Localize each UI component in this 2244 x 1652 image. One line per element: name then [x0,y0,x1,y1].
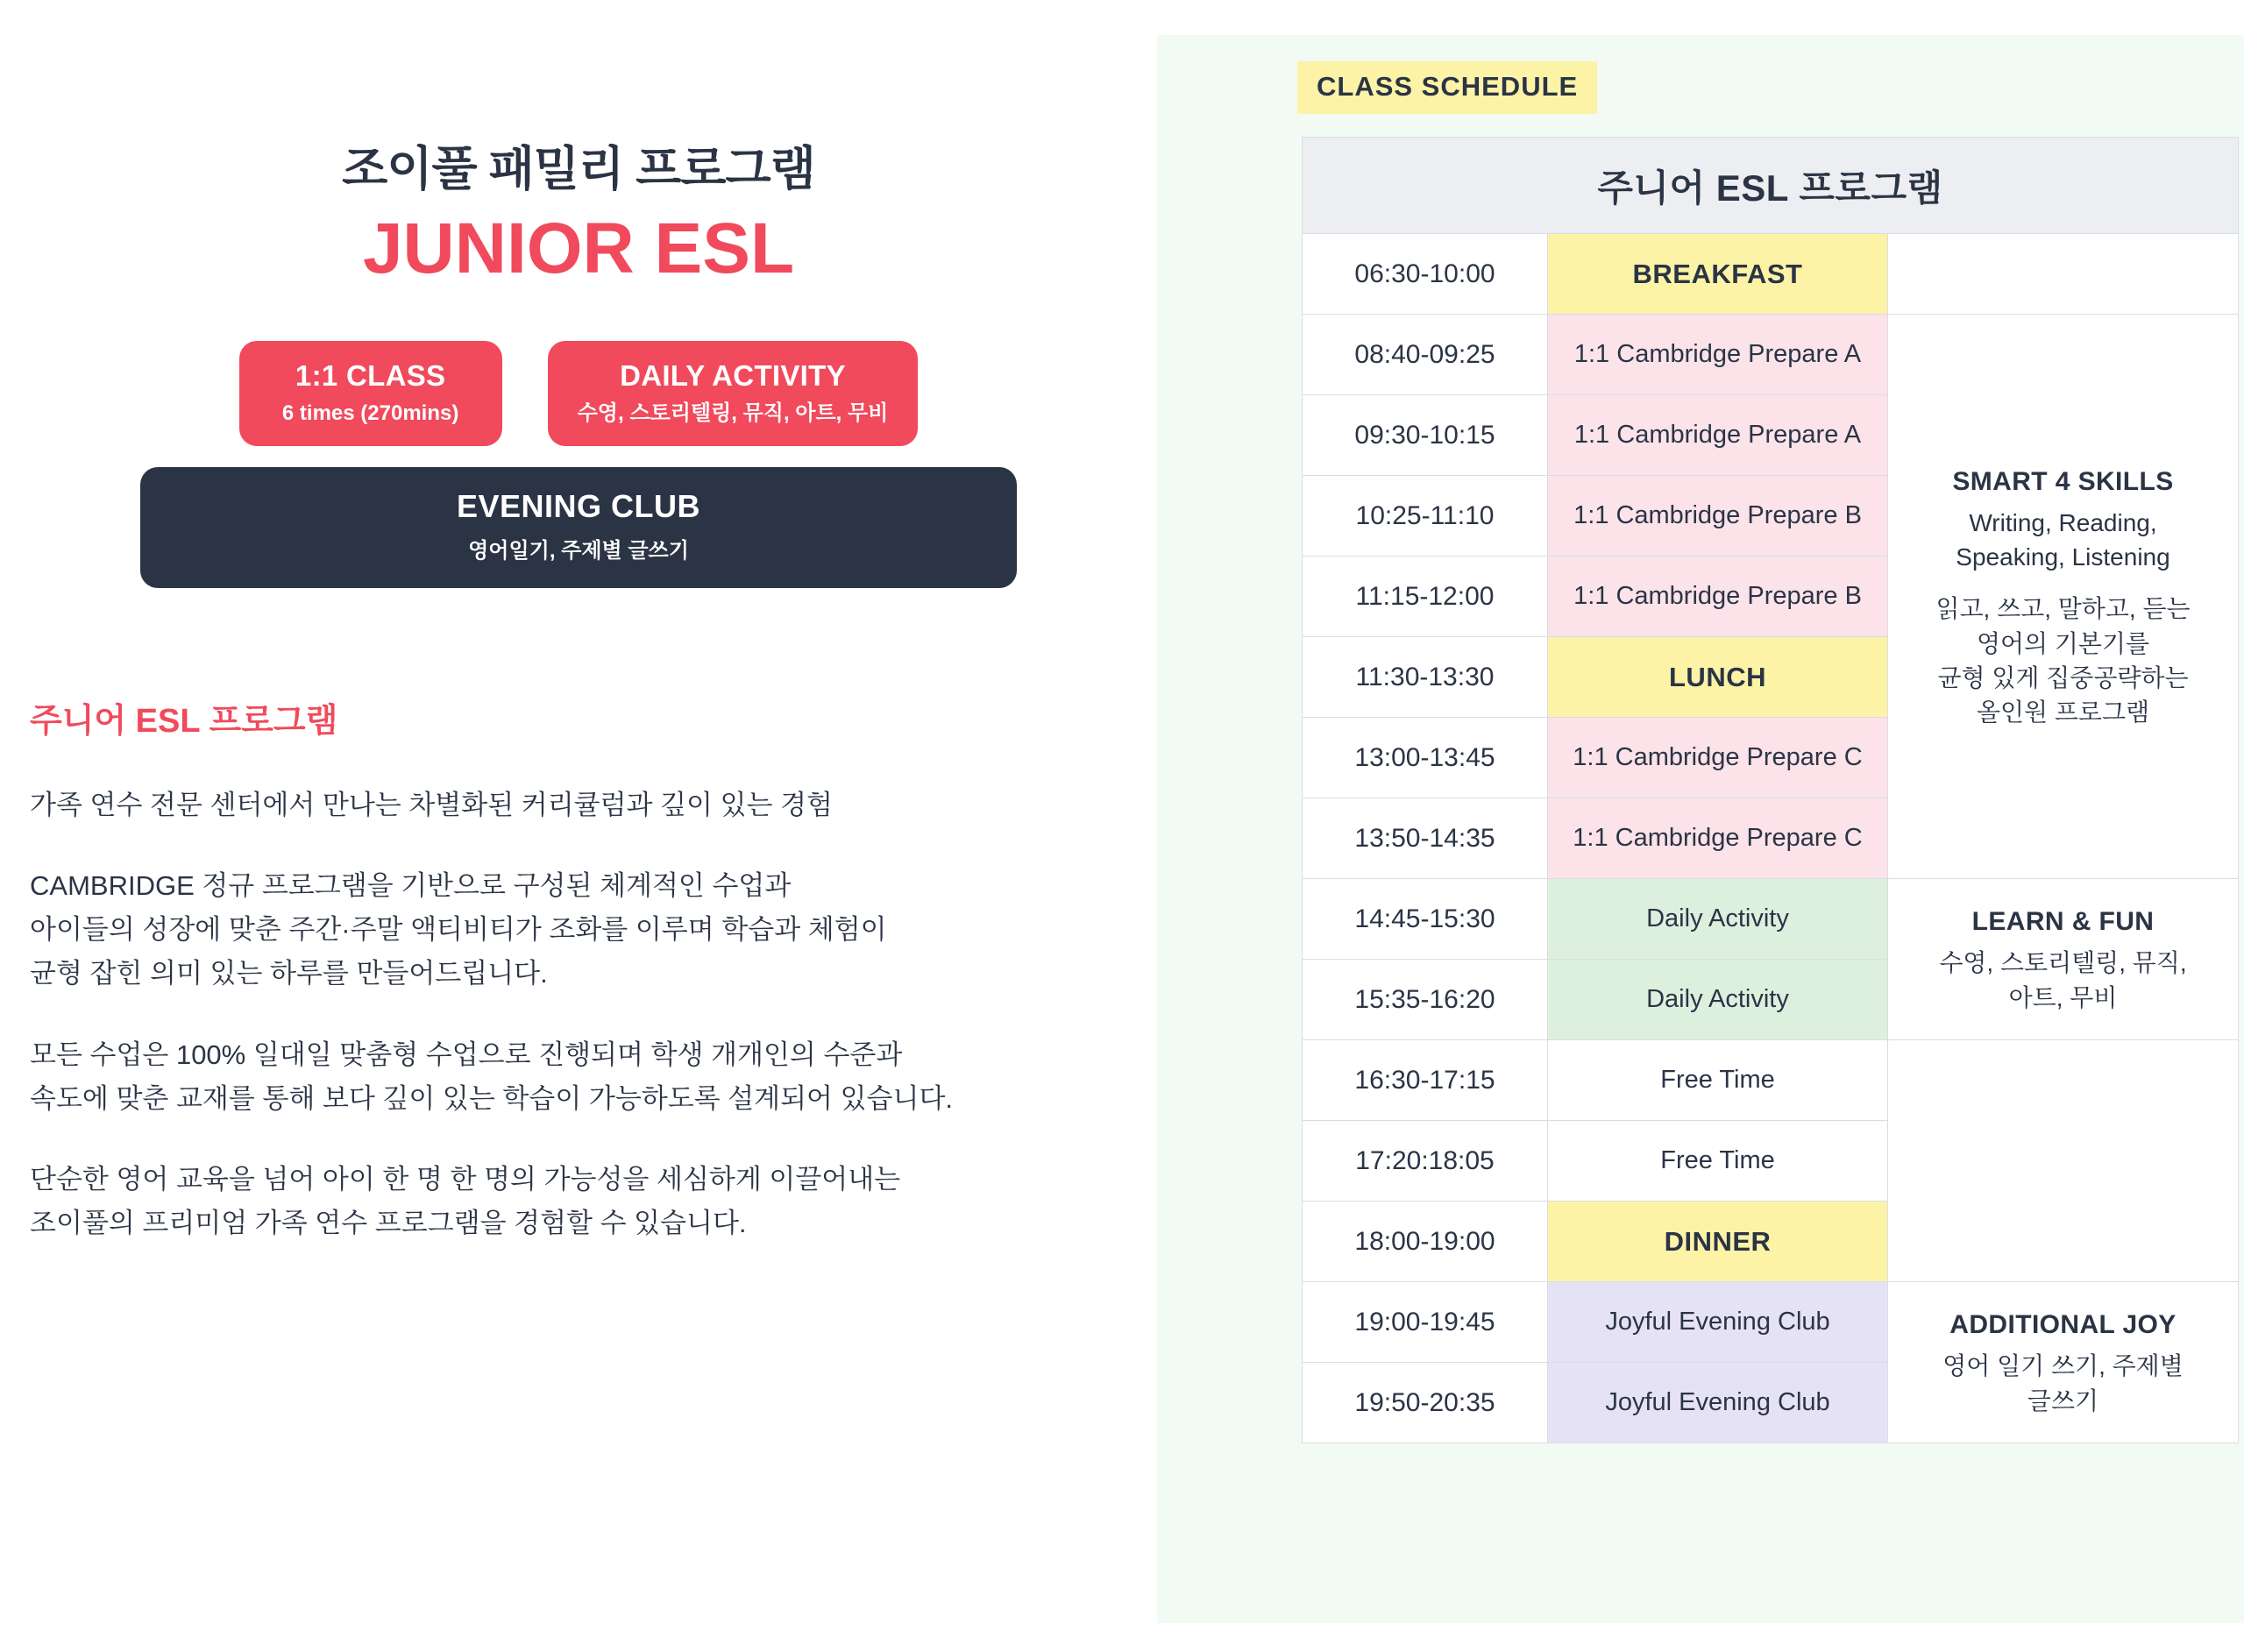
row-time: 18:00-19:00 [1303,1202,1548,1282]
brand-block [0,0,1157,287]
note-additional-joy-title: ADDITIONAL JOY [1949,1310,2177,1340]
note-empty-top [1888,234,2239,315]
row-time: 15:35-16:20 [1303,960,1548,1040]
row-time: 14:45-15:30 [1303,879,1548,960]
row-time: 06:30-10:00 [1303,234,1548,315]
row-activity: 1:1 Cambridge Prepare A [1548,395,1888,476]
row-activity: 1:1 Cambridge Prepare C [1548,798,1888,879]
row-time: 08:40-09:25 [1303,315,1548,395]
table-row [1303,1040,2239,1121]
row-time: 19:50-20:35 [1303,1363,1548,1443]
evening-club-sub: 영어일기, 주제별 글쓰기 [468,538,689,563]
table-header-row [1303,138,2239,234]
row-activity: DINNER [1548,1202,1888,1282]
program-description [0,693,1157,1246]
note-additional-joy-sub: 영어 일기 쓰기, 주제별 글쓰기 [1942,1352,2184,1414]
program-paragraph-4: 단순한 영어 교육을 넘어 아이 한 명 한 명의 가능성을 세심하게 이끌어내는 조이풀의 프리미엄 가족 연수 프로그램을 경험할 수 있습니다. [30,1164,901,1239]
evening-club-banner [140,467,1017,588]
row-activity: Daily Activity [1548,879,1888,960]
row-activity: 1:1 Cambridge Prepare A [1548,315,1888,395]
table-row [1303,234,2239,315]
schedule-tag-label: CLASS SCHEDULE [1297,61,1597,114]
row-time: 11:15-12:00 [1303,557,1548,637]
note-additional-joy [1888,1282,2239,1443]
note-learn-and-fun [1888,879,2239,1040]
schedule-panel [1157,35,2244,1623]
pill-daily-activity-sub: 수영, 스토리텔링, 뮤직, 아트, 무비 [577,401,889,425]
brand-subtitle-korean: 조이풀 패밀리 프로그램 [342,143,815,195]
note-smart-4-skills-sub: Writing, Reading, Speaking, Listening [1956,508,2170,571]
row-activity: BREAKFAST [1548,234,1888,315]
class-schedule-table [1302,137,2239,1443]
row-activity: 1:1 Cambridge Prepare B [1548,557,1888,637]
row-activity: Joyful Evening Club [1548,1363,1888,1443]
schedule-table-title: 주니어 ESL 프로그램 [1303,138,2239,234]
row-activity: 1:1 Cambridge Prepare C [1548,718,1888,798]
row-time: 09:30-10:15 [1303,395,1548,476]
note-learn-and-fun-title: LEARN & FUN [1971,907,2155,937]
row-activity: LUNCH [1548,637,1888,718]
page-title: JUNIOR ESL [362,209,795,288]
table-row [1303,315,2239,395]
row-time: 17:20:18:05 [1303,1121,1548,1202]
table-row [1303,879,2239,960]
pill-one-to-one-class-title: 1:1 CLASS [295,359,446,393]
table-row [1303,1282,2239,1363]
row-activity: Daily Activity [1548,960,1888,1040]
row-time: 13:50-14:35 [1303,798,1548,879]
pill-one-to-one-class-sub: 6 times (270mins) [281,401,459,425]
row-time: 19:00-19:45 [1303,1282,1548,1363]
note-smart-4-skills [1888,315,2239,879]
row-time: 16:30-17:15 [1303,1040,1548,1121]
note-empty-middle [1888,1040,2239,1282]
row-time: 10:25-11:10 [1303,476,1548,557]
feature-pill-group [0,341,1157,446]
pill-daily-activity [548,341,919,446]
pill-daily-activity-title: DAILY ACTIVITY [620,359,846,393]
row-activity: Free Time [1548,1040,1888,1121]
row-activity: Joyful Evening Club [1548,1282,1888,1363]
pill-one-to-one-class [239,341,502,446]
program-paragraph-3: 모든 수업은 100% 일대일 맞춤형 수업으로 진행되며 학생 개개인의 수준과 속도에 맞춘 교재를 통해 보다 깊이 있는 학습이 가능하도록 설계되어 있습니다. [30,1039,954,1114]
row-time: 11:30-13:30 [1303,637,1548,718]
note-smart-4-skills-sub2: 읽고, 쓰고, 말하고, 듣는 영어의 기본기를 균형 있게 집중공략하는 올인원 프로그램 [1935,595,2191,726]
evening-club-title: EVENING CLUB [456,487,701,524]
row-time: 13:00-13:45 [1303,718,1548,798]
row-activity: 1:1 Cambridge Prepare B [1548,476,1888,557]
note-spacer [1900,574,2226,592]
program-description-heading: 주니어 ESL 프로그램 [30,702,338,740]
note-learn-and-fun-sub: 수영, 스토리텔링, 뮤직, 아트, 무비 [1939,949,2187,1011]
program-paragraph-2: CAMBRIDGE 정규 프로그램을 기반으로 구성된 체계적인 수업과 아이들의 성장에 맞춘 주간·주말 액티비티가 조화를 이루며 학습과 체험이 균형 잡힌 의미 있는 하루를 만들어드립니다. [30,869,887,989]
row-activity: Free Time [1548,1121,1888,1202]
note-smart-4-skills-title: SMART 4 SKILLS [1952,466,2174,496]
program-paragraph-1: 가족 연수 전문 센터에서 만나는 차별화된 커리큘럼과 깊이 있는 경험 [30,789,834,820]
